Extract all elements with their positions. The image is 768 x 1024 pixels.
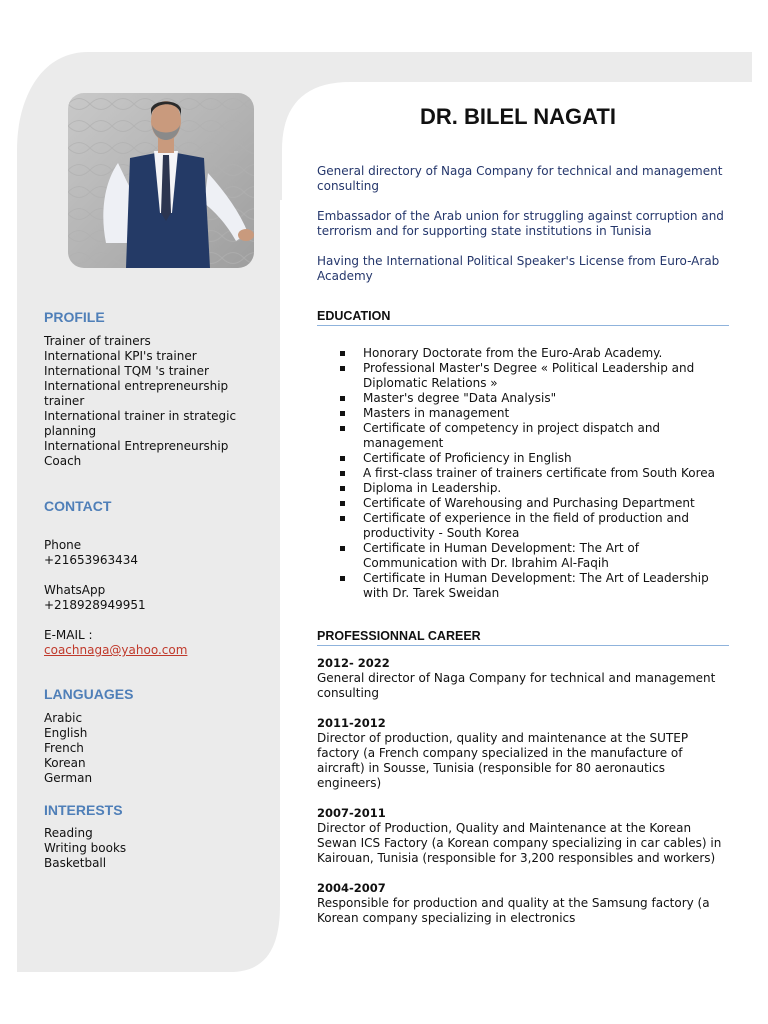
language-item: French: [44, 741, 84, 755]
career-entry: [317, 656, 729, 701]
education-heading: EDUCATION: [317, 309, 729, 326]
interest-item: Reading: [44, 826, 93, 840]
career-years: 2011-2012: [317, 716, 386, 730]
language-item: Arabic: [44, 711, 83, 725]
language-item: German: [44, 771, 93, 785]
email-link[interactable]: coachnaga@yahoo.com: [44, 643, 188, 657]
career-years: 2012- 2022: [317, 656, 390, 670]
profile-line: International TQM 's trainer: [44, 364, 209, 378]
education-item: Honorary Doctorate from the Euro-Arab Academy.: [340, 346, 730, 361]
phone-label: Phone: [44, 538, 82, 552]
interests-heading: INTERESTS: [44, 802, 123, 818]
profile-line: International KPI's trainer: [44, 349, 197, 363]
career-list: [317, 656, 729, 941]
career-entry: [317, 881, 729, 926]
education-item: Masters in management: [340, 406, 730, 421]
career-description: Responsible for production and quality at the Samsung factory (a Korean company specializing in electronics: [317, 896, 710, 925]
tagline: Embassador of the Arab union for struggling against corruption and terrorism and for supporting state institutions in Tunisia: [317, 209, 724, 238]
language-item: English: [44, 726, 88, 740]
profile-line: trainer: [44, 394, 85, 408]
contact-heading: CONTACT: [44, 498, 112, 514]
tagline: Having the International Political Speaker's License from Euro-Arab Academy: [317, 254, 720, 283]
education-item: Certificate in Human Development: The Art of Leadership with Dr. Tarek Sweidan: [340, 571, 730, 601]
language-item: Korean: [44, 756, 86, 770]
profile-line: International entrepreneurship: [44, 379, 229, 393]
profile-heading: PROFILE: [44, 309, 105, 325]
interests-list: [44, 826, 254, 871]
education-item: Certificate of experience in the field of production and productivity - South Korea: [340, 511, 730, 541]
education-item: Master's degree "Data Analysis": [340, 391, 730, 406]
education-item: Diploma in Leadership.: [340, 481, 730, 496]
whatsapp-number: +218928949951: [44, 598, 146, 612]
career-entry: [317, 806, 729, 866]
education-item: Certificate of Warehousing and Purchasing Department: [340, 496, 730, 511]
career-years: 2004-2007: [317, 881, 386, 895]
career-description: General director of Naga Company for technical and management consulting: [317, 671, 716, 700]
profile-photo: [68, 93, 254, 268]
education-list: [340, 346, 730, 601]
career-description: Director of production, quality and maintenance at the SUTEP factory (a French company specialized in the manufacture of aircraft) in Sousse, Tunisia (responsible for 80 aeronautics engineers): [317, 731, 689, 790]
education-item: Certificate of Proficiency in English: [340, 451, 730, 466]
education-item: Professional Master's Degree « Political Leadership and Diplomatic Relations »: [340, 361, 730, 391]
career-heading: PROFESSIONNAL CAREER: [317, 629, 729, 646]
profile-line: International trainer in strategic: [44, 409, 237, 423]
profile-line: Trainer of trainers: [44, 334, 151, 348]
whatsapp-label: WhatsApp: [44, 583, 106, 597]
languages-heading: LANGUAGES: [44, 686, 134, 702]
tagline: General directory of Naga Company for technical and management consulting: [317, 164, 723, 193]
languages-list: [44, 711, 254, 786]
career-years: 2007-2011: [317, 806, 386, 820]
profile-line: planning: [44, 424, 97, 438]
phone-number: +21653963434: [44, 553, 139, 567]
career-description: Director of Production, Quality and Maintenance at the Korean Sewan ICS Factory (a Korean company specializing in car cables) in Kairouan, Tunisia (responsible for 3,200 responsibles and workers): [317, 821, 722, 865]
education-item: A first-class trainer of trainers certificate from South Korea: [340, 466, 730, 481]
email-label: E-MAIL :: [44, 628, 93, 642]
profile-line: International Entrepreneurship: [44, 439, 229, 453]
education-item: Certificate of competency in project dispatch and management: [340, 421, 730, 451]
interest-item: Writing books: [44, 841, 127, 855]
profile-text: [44, 334, 254, 469]
profile-line: Coach: [44, 454, 82, 468]
person-name: DR. BILEL NAGATI: [420, 104, 616, 129]
contact-block: [44, 538, 254, 658]
interest-item: Basketball: [44, 856, 107, 870]
career-entry: [317, 716, 729, 791]
education-item: Certificate in Human Development: The Art of Communication with Dr. Ibrahim Al-Faqih: [340, 541, 730, 571]
